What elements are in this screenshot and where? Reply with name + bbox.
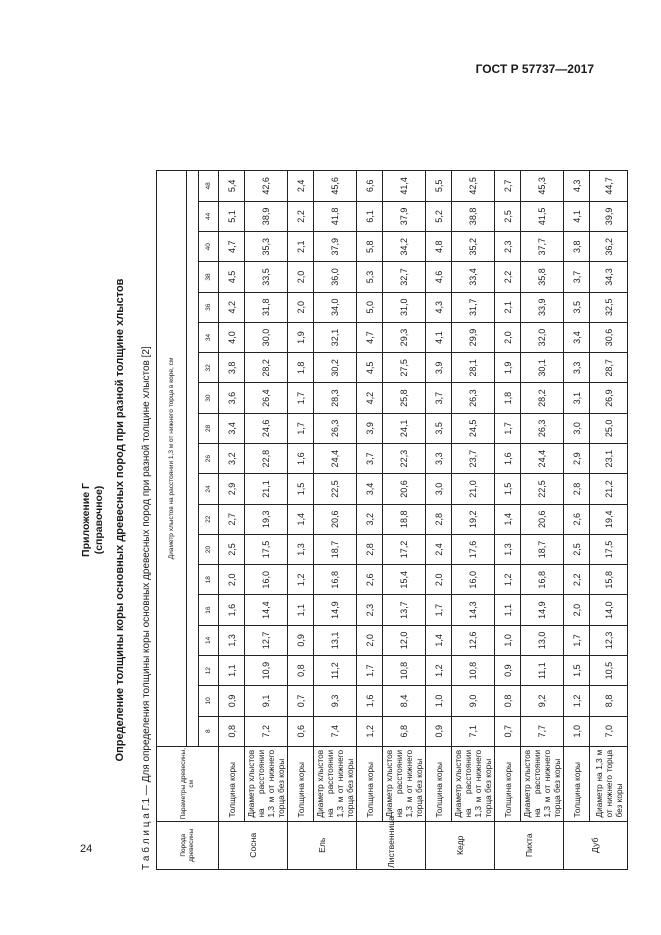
value-cell: 28,2 — [245, 353, 288, 383]
value-cell: 2,4 — [288, 171, 314, 202]
value-cell: 2,4 — [426, 534, 452, 564]
parameter-label: Диаметр хлыстов на расстоянии 1,3 м от нижнего торца без коры — [245, 746, 288, 821]
value-cell: 2,5 — [495, 201, 521, 231]
value-cell: 7,0 — [590, 716, 628, 746]
value-cell: 21,2 — [590, 474, 628, 504]
table-row — [219, 171, 245, 870]
value-cell: 14,3 — [452, 595, 495, 625]
value-cell: 3,0 — [426, 474, 452, 504]
appendix-heading — [80, 170, 106, 870]
diameter-header: 40 — [199, 232, 219, 262]
value-cell: 0,8 — [495, 686, 521, 716]
value-cell: 1,8 — [495, 383, 521, 413]
value-cell: 12,7 — [245, 625, 288, 655]
diameter-header: 48 — [199, 171, 219, 202]
value-cell: 2,9 — [564, 444, 590, 474]
value-cell: 22,5 — [314, 474, 357, 504]
value-cell: 1,0 — [426, 686, 452, 716]
value-cell: 26,3 — [452, 383, 495, 413]
value-cell: 33,5 — [245, 262, 288, 292]
diameter-header: 18 — [199, 565, 219, 595]
value-cell: 20,6 — [521, 504, 564, 534]
value-cell: 19,3 — [245, 504, 288, 534]
parameter-label: Диаметр хлыстов на расстоянии 1,3 м от нижнего торца без коры — [314, 746, 357, 821]
value-cell: 33,4 — [452, 262, 495, 292]
value-cell: 1,0 — [495, 625, 521, 655]
value-cell: 35,2 — [452, 232, 495, 262]
diameter-header: 14 — [199, 625, 219, 655]
value-cell: 1,0 — [564, 716, 590, 746]
value-cell: 0,6 — [288, 716, 314, 746]
value-cell: 4,5 — [357, 353, 383, 383]
value-cell: 4,8 — [426, 232, 452, 262]
value-cell: 2,0 — [357, 625, 383, 655]
value-cell: 31,7 — [452, 292, 495, 322]
value-cell: 14,9 — [521, 595, 564, 625]
table-row — [288, 171, 314, 870]
value-cell: 14,4 — [245, 595, 288, 625]
value-cell: 2,9 — [219, 474, 245, 504]
diameter-header: 44 — [199, 201, 219, 231]
value-cell: 3,6 — [219, 383, 245, 413]
diameter-header: 22 — [199, 504, 219, 534]
value-cell: 2,6 — [564, 504, 590, 534]
species-name: Лиственница — [357, 821, 426, 869]
value-cell: 11,1 — [521, 656, 564, 686]
value-cell: 2,0 — [495, 322, 521, 352]
diameter-header: 32 — [199, 353, 219, 383]
value-cell: 3,9 — [357, 413, 383, 443]
value-cell: 28,3 — [314, 383, 357, 413]
appendix-type: (справочное) — [93, 485, 105, 555]
value-cell: 4,3 — [564, 171, 590, 202]
value-cell: 1,5 — [564, 656, 590, 686]
value-cell: 2,7 — [219, 504, 245, 534]
value-cell: 34,3 — [590, 262, 628, 292]
value-cell: 4,7 — [357, 322, 383, 352]
parameter-label: Диаметр хлыстов на расстоянии 1,3 м от нижнего торца без коры — [452, 746, 495, 821]
value-cell: 20,6 — [314, 504, 357, 534]
value-cell: 13,0 — [521, 625, 564, 655]
value-cell: 0,7 — [288, 686, 314, 716]
value-cell: 30,6 — [590, 322, 628, 352]
value-cell: 30,2 — [314, 353, 357, 383]
table-row — [357, 171, 383, 870]
value-cell: 3,7 — [357, 444, 383, 474]
value-cell: 1,5 — [495, 474, 521, 504]
value-cell: 4,3 — [426, 292, 452, 322]
diameter-header: 26 — [199, 444, 219, 474]
value-cell: 4,2 — [357, 383, 383, 413]
value-cell: 36,2 — [590, 232, 628, 262]
value-cell: 2,1 — [288, 232, 314, 262]
header-parameters: Параметры древесины, см — [157, 746, 219, 821]
value-cell: 3,7 — [426, 383, 452, 413]
table-row — [383, 171, 426, 870]
value-cell: 1,1 — [288, 595, 314, 625]
diameter-header: 20 — [199, 534, 219, 564]
value-cell: 26,4 — [245, 383, 288, 413]
value-cell: 2,2 — [564, 565, 590, 595]
value-cell: 38,9 — [245, 201, 288, 231]
value-cell: 42,5 — [452, 171, 495, 202]
value-cell: 2,8 — [357, 534, 383, 564]
value-cell: 17,2 — [383, 534, 426, 564]
value-cell: 5,4 — [219, 171, 245, 202]
value-cell: 29,9 — [452, 322, 495, 352]
species-name: Кедр — [426, 821, 495, 869]
value-cell: 12,6 — [452, 625, 495, 655]
parameter-label: Толщина коры — [357, 746, 383, 821]
table-row — [495, 171, 521, 870]
value-cell: 1,3 — [219, 625, 245, 655]
value-cell: 22,3 — [383, 444, 426, 474]
value-cell: 32,5 — [590, 292, 628, 322]
species-name: Пихта — [495, 821, 564, 869]
value-cell: 1,7 — [495, 413, 521, 443]
value-cell: 18,7 — [521, 534, 564, 564]
page-number: 24 — [80, 843, 93, 855]
value-cell: 34,2 — [383, 232, 426, 262]
parameter-label: Диаметр хлыстов на расстоянии 1,3 м от нижнего торца без коры — [521, 746, 564, 821]
value-cell: 14,0 — [590, 595, 628, 625]
value-cell: 3,4 — [357, 474, 383, 504]
value-cell: 2,6 — [357, 565, 383, 595]
value-cell: 1,9 — [495, 353, 521, 383]
table-row — [245, 171, 288, 870]
value-cell: 23,1 — [590, 444, 628, 474]
value-cell: 1,9 — [288, 322, 314, 352]
parameter-label: Диаметр на 1,3 м от нижнего торца без коры — [590, 746, 628, 821]
value-cell: 16,0 — [452, 565, 495, 595]
value-cell: 26,3 — [521, 413, 564, 443]
value-cell: 27,5 — [383, 353, 426, 383]
value-cell: 18,7 — [314, 534, 357, 564]
value-cell: 3,0 — [564, 413, 590, 443]
value-cell: 1,7 — [288, 383, 314, 413]
diameter-header: 30 — [199, 383, 219, 413]
value-cell: 3,7 — [564, 262, 590, 292]
value-cell: 7,2 — [245, 716, 288, 746]
value-cell: 28,2 — [521, 383, 564, 413]
value-cell: 1,3 — [495, 534, 521, 564]
value-cell: 37,9 — [314, 232, 357, 262]
value-cell: 19,4 — [590, 504, 628, 534]
value-cell: 16,0 — [245, 565, 288, 595]
table-row — [590, 171, 628, 870]
diameter-header: 34 — [199, 322, 219, 352]
value-cell: 16,8 — [521, 565, 564, 595]
diameter-header: 38 — [199, 262, 219, 292]
value-cell: 5,3 — [357, 262, 383, 292]
species-name: Дуб — [564, 821, 628, 869]
value-cell: 3,2 — [219, 444, 245, 474]
value-cell: 45,6 — [314, 171, 357, 202]
value-cell: 2,5 — [564, 534, 590, 564]
value-cell: 0,7 — [495, 716, 521, 746]
value-cell: 24,1 — [383, 413, 426, 443]
value-cell: 13,1 — [314, 625, 357, 655]
value-cell: 9,2 — [521, 686, 564, 716]
value-cell: 0,8 — [288, 656, 314, 686]
value-cell: 8,4 — [383, 686, 426, 716]
value-cell: 17,5 — [245, 534, 288, 564]
value-cell: 2,8 — [426, 504, 452, 534]
value-cell: 1,7 — [426, 595, 452, 625]
value-cell: 9,1 — [245, 686, 288, 716]
header-species: Порода древесины — [157, 821, 219, 869]
value-cell: 22,5 — [521, 474, 564, 504]
value-cell: 31,0 — [383, 292, 426, 322]
header-spacer — [187, 171, 199, 747]
table-row — [452, 171, 495, 870]
value-cell: 8,8 — [590, 686, 628, 716]
value-cell: 3,2 — [357, 504, 383, 534]
value-cell: 32,7 — [383, 262, 426, 292]
value-cell: 7,7 — [521, 716, 564, 746]
value-cell: 3,8 — [564, 232, 590, 262]
value-cell: 4,5 — [219, 262, 245, 292]
value-cell: 22,8 — [245, 444, 288, 474]
value-cell: 10,9 — [245, 656, 288, 686]
value-cell: 25,8 — [383, 383, 426, 413]
diameter-header: 16 — [199, 595, 219, 625]
value-cell: 1,1 — [219, 656, 245, 686]
parameter-label: Толщина коры — [426, 746, 452, 821]
value-cell: 35,3 — [245, 232, 288, 262]
value-cell: 32,1 — [314, 322, 357, 352]
value-cell: 12,3 — [590, 625, 628, 655]
value-cell: 4,1 — [564, 201, 590, 231]
value-cell: 3,3 — [426, 444, 452, 474]
value-cell: 10,8 — [452, 656, 495, 686]
value-cell: 2,5 — [219, 534, 245, 564]
value-cell: 4,7 — [219, 232, 245, 262]
value-cell: 1,2 — [288, 565, 314, 595]
value-cell: 28,1 — [452, 353, 495, 383]
value-cell: 41,8 — [314, 201, 357, 231]
value-cell: 6,8 — [383, 716, 426, 746]
species-name: Сосна — [219, 821, 288, 869]
value-cell: 15,8 — [590, 565, 628, 595]
value-cell: 26,9 — [590, 383, 628, 413]
value-cell: 39,9 — [590, 201, 628, 231]
value-cell: 29,3 — [383, 322, 426, 352]
value-cell: 1,2 — [426, 656, 452, 686]
value-cell: 1,5 — [288, 474, 314, 504]
value-cell: 0,9 — [495, 656, 521, 686]
value-cell: 33,9 — [521, 292, 564, 322]
rotated-page-content — [78, 170, 624, 870]
value-cell: 5,2 — [426, 201, 452, 231]
value-cell: 13,7 — [383, 595, 426, 625]
value-cell: 14,9 — [314, 595, 357, 625]
value-cell: 5,0 — [357, 292, 383, 322]
value-cell: 1,6 — [357, 686, 383, 716]
value-cell: 45,3 — [521, 171, 564, 202]
value-cell: 2,3 — [495, 232, 521, 262]
value-cell: 2,2 — [288, 201, 314, 231]
value-cell: 1,2 — [357, 716, 383, 746]
value-cell: 2,0 — [219, 565, 245, 595]
diameter-header: 24 — [199, 474, 219, 504]
parameter-label: Толщина коры — [564, 746, 590, 821]
value-cell: 1,7 — [357, 656, 383, 686]
value-cell: 18,8 — [383, 504, 426, 534]
parameter-label: Толщина коры — [288, 746, 314, 821]
parameter-label: Толщина коры — [219, 746, 245, 821]
value-cell: 10,8 — [383, 656, 426, 686]
value-cell: 0,9 — [219, 686, 245, 716]
value-cell: 1,6 — [219, 595, 245, 625]
value-cell: 17,6 — [452, 534, 495, 564]
value-cell: 2,8 — [564, 474, 590, 504]
value-cell: 1,2 — [564, 686, 590, 716]
value-cell: 1,3 — [288, 534, 314, 564]
value-cell: 25,0 — [590, 413, 628, 443]
table-row — [426, 171, 452, 870]
species-name: Ель — [288, 821, 357, 869]
diameter-header: 28 — [199, 413, 219, 443]
table-row — [314, 171, 357, 870]
bark-thickness-table — [156, 170, 628, 870]
value-cell: 30,0 — [245, 322, 288, 352]
value-cell: 3,9 — [426, 353, 452, 383]
value-cell: 20,6 — [383, 474, 426, 504]
value-cell: 2,3 — [357, 595, 383, 625]
value-cell: 0,9 — [288, 625, 314, 655]
value-cell: 15,4 — [383, 565, 426, 595]
value-cell: 3,5 — [426, 413, 452, 443]
value-cell: 1,1 — [495, 595, 521, 625]
value-cell: 1,4 — [495, 504, 521, 534]
value-cell: 0,9 — [426, 716, 452, 746]
table-caption: Т а б л и ц а Г.1 — Для определения толщины коры основных древесных пород при разной толщине хлыстов [2] — [141, 346, 152, 870]
value-cell: 31,8 — [245, 292, 288, 322]
value-cell: 1,6 — [288, 444, 314, 474]
value-cell: 24,5 — [452, 413, 495, 443]
value-cell: 2,0 — [564, 595, 590, 625]
value-cell: 42,6 — [245, 171, 288, 202]
value-cell: 1,4 — [288, 504, 314, 534]
value-cell: 2,0 — [426, 565, 452, 595]
diameter-header: 12 — [199, 656, 219, 686]
value-cell: 6,1 — [357, 201, 383, 231]
value-cell: 21,0 — [452, 474, 495, 504]
value-cell: 41,4 — [383, 171, 426, 202]
value-cell: 1,2 — [495, 565, 521, 595]
value-cell: 21,1 — [245, 474, 288, 504]
value-cell: 3,8 — [219, 353, 245, 383]
value-cell: 0,8 — [219, 716, 245, 746]
value-cell: 1,7 — [288, 413, 314, 443]
document-header: ГОСТ Р 57737—2017 — [475, 62, 594, 76]
value-cell: 3,5 — [564, 292, 590, 322]
page-title: Определение толщины коры основных древесных пород при разной толщине хлыстов — [114, 278, 126, 762]
table-row — [521, 171, 564, 870]
value-cell: 9,0 — [452, 686, 495, 716]
value-cell: 4,1 — [426, 322, 452, 352]
value-cell: 30,1 — [521, 353, 564, 383]
value-cell: 35,8 — [521, 262, 564, 292]
value-cell: 38,8 — [452, 201, 495, 231]
value-cell: 4,0 — [219, 322, 245, 352]
value-cell: 26,3 — [314, 413, 357, 443]
value-cell: 28,7 — [590, 353, 628, 383]
value-cell: 23,7 — [452, 444, 495, 474]
value-cell: 37,9 — [383, 201, 426, 231]
value-cell: 4,6 — [426, 262, 452, 292]
parameter-label: Диаметр хлыстов на расстоянии 1,3 м от нижнего торца без коры — [383, 746, 426, 821]
value-cell: 1,6 — [495, 444, 521, 474]
value-cell: 3,4 — [564, 322, 590, 352]
value-cell: 32,0 — [521, 322, 564, 352]
value-cell: 2,7 — [495, 171, 521, 202]
value-cell: 44,7 — [590, 171, 628, 202]
diameter-header: 8 — [199, 716, 219, 746]
value-cell: 17,5 — [590, 534, 628, 564]
value-cell: 34,0 — [314, 292, 357, 322]
value-cell: 24,4 — [314, 444, 357, 474]
value-cell: 4,2 — [219, 292, 245, 322]
value-cell: 2,0 — [288, 262, 314, 292]
value-cell: 2,2 — [495, 262, 521, 292]
value-cell: 3,4 — [219, 413, 245, 443]
diameter-header: 36 — [199, 292, 219, 322]
value-cell: 36,0 — [314, 262, 357, 292]
value-cell: 24,6 — [245, 413, 288, 443]
parameter-label: Толщина коры — [495, 746, 521, 821]
value-cell: 16,8 — [314, 565, 357, 595]
value-cell: 19,2 — [452, 504, 495, 534]
appendix-label: Приложение Г — [80, 483, 92, 557]
value-cell: 5,8 — [357, 232, 383, 262]
value-cell: 3,3 — [564, 353, 590, 383]
value-cell: 1,8 — [288, 353, 314, 383]
value-cell: 7,4 — [314, 716, 357, 746]
value-cell: 12,0 — [383, 625, 426, 655]
value-cell: 37,7 — [521, 232, 564, 262]
value-cell: 2,0 — [288, 292, 314, 322]
value-cell: 5,5 — [426, 171, 452, 202]
value-cell: 6,6 — [357, 171, 383, 202]
value-cell: 3,1 — [564, 383, 590, 413]
header-diameter-group: Диаметр хлыстов на расстоянии 1,3 м от нижнего торца в коре, см — [157, 171, 187, 747]
value-cell: 1,7 — [564, 625, 590, 655]
value-cell: 7,1 — [452, 716, 495, 746]
value-cell: 24,4 — [521, 444, 564, 474]
value-cell: 2,1 — [495, 292, 521, 322]
diameter-header: 10 — [199, 686, 219, 716]
value-cell: 11,2 — [314, 656, 357, 686]
value-cell: 5,1 — [219, 201, 245, 231]
value-cell: 10,5 — [590, 656, 628, 686]
value-cell: 1,4 — [426, 625, 452, 655]
value-cell: 41,5 — [521, 201, 564, 231]
table-row — [564, 171, 590, 870]
value-cell: 9,3 — [314, 686, 357, 716]
